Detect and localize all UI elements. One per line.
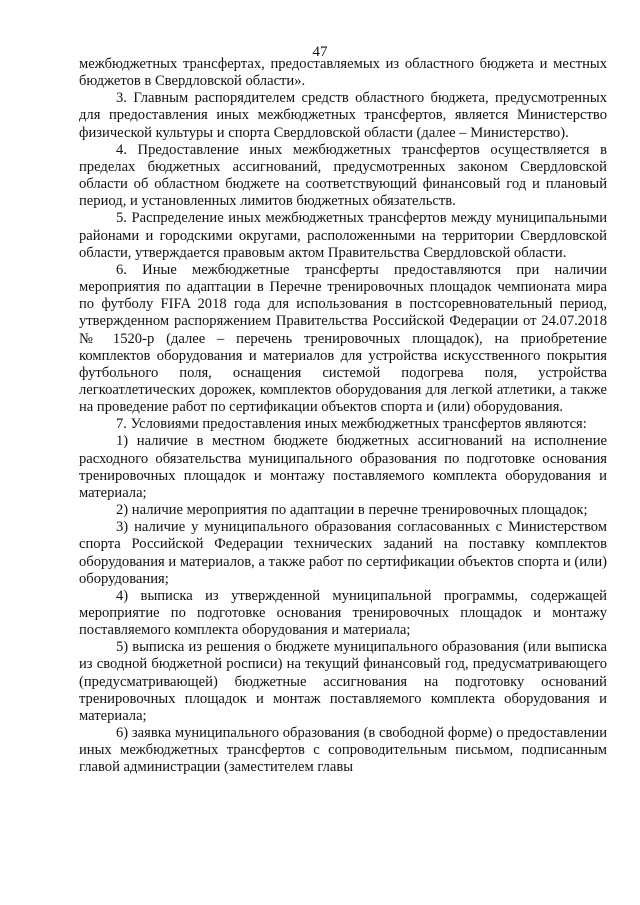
- paragraph: межбюджетных трансфертах, предоставляемых из областного бюджета и местных бюджетов в Свердловской области».: [79, 56, 607, 90]
- document-body: [79, 56, 607, 777]
- paragraph: 7. Условиями предоставления иных межбюджетных трансфертов являются:: [116, 416, 587, 433]
- list-item: 3) наличие у муниципального образования согласованных с Министерством спорта Российской Федерации технических заданий на поставку комплектов оборудования и материалов, а также работ по сертификации объектов спорта и (или) оборудования;: [79, 519, 607, 587]
- list-item: 1) наличие в местном бюджете бюджетных ассигнований на исполнение расходного обязательства муниципального образования по подготовке основания тренировочных площадок и монтажу поставляемого комплекта оборудования и материала;: [79, 433, 607, 501]
- list-item: 6) заявка муниципального образования (в свободной форме) о предоставлении иных межбюджетных трансфертов с сопроводительным письмом, подписанным главой администрации (заместителем главы: [79, 725, 607, 776]
- paragraph: 4. Предоставление иных межбюджетных трансфертов осуществляется в пределах бюджетных ассигнований, предусмотренных законом Свердловской области об областном бюджете на соответствующий финансовый год и плановый период, и установленных лимитов бюджетных обязательств.: [79, 141, 607, 210]
- page-number: 47: [312, 44, 328, 60]
- list-item: 2) наличие мероприятия по адаптации в перечне тренировочных площадок;: [116, 502, 588, 519]
- paragraph: 5. Распределение иных межбюджетных трансфертов между муниципальными районами и городскими округами, расположенными на территории Свердловской области, утверждается правовым актом Правительства Свердловской области.: [79, 210, 607, 261]
- list-item: 5) выписка из решения о бюджете муниципального образования (или выписка из сводной бюджетной росписи) на текущий финансовый год, предусматривающего (предусматривающей) бюджетные ассигнования на подготовку оснований тренировочных площадок и монтаж поставляемого комплекта оборудования и материала;: [79, 639, 607, 724]
- list-item: 4) выписка из утвержденной муниципальной программы, содержащей мероприятие по подготовке основания тренировочных площадок и монтажу поставляемого комплекта оборудования и материала;: [79, 587, 607, 639]
- paragraph: 6. Иные межбюджетные трансферты предоставляются при наличии мероприятия по адаптации в Перечне тренировочных площадок чемпионата мира по футболу FIFA 2018 года для использования в постсоревновательный период, утвержденном распоряжением Правительства Российской Федерации от 24.07.2018 № 1520-р (далее – перечень тренировочных площадок), на приобретение комплектов оборудования и материалов для устройства искусственного покрытия футбольного поля, оснащения системой подогрева поля, устройства легкоатлетических дорожек, комплектов оборудования для легкой атлетики, а также на проведение работ по сертификации объектов спорта и (или) оборудования.: [79, 261, 607, 416]
- paragraph: 3. Главным распорядителем средств областного бюджета, предусмотренных для предоставления иных межбюджетных трансфертов, является Министерство физической культуры и спорта Свердловской области (далее – Министерство).: [79, 90, 607, 141]
